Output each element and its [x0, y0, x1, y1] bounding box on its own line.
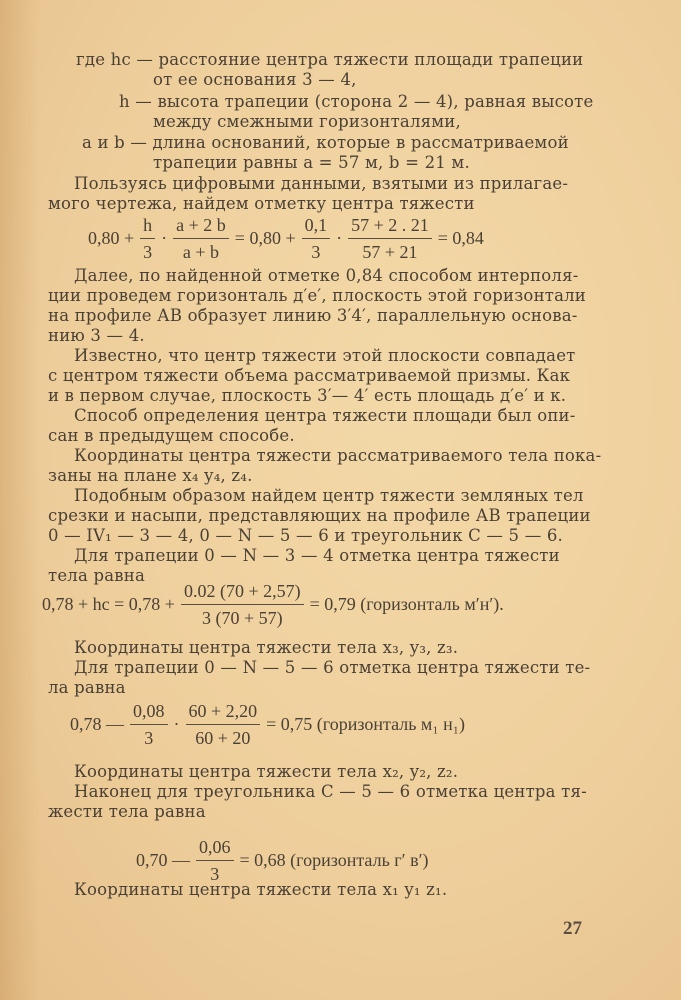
- formula-result: = 0,68 (горизонталь г′ в′): [239, 850, 429, 870]
- paragraph-line: заны на плане x₄ y₄, z₄.: [48, 466, 253, 485]
- page-number: 27: [563, 918, 582, 939]
- formula-text: ·: [336, 228, 343, 248]
- paragraph-line: 0 — IV₁ — 3 — 4, 0 — N — 5 — 6 и треугольник С — 5 — 6.: [48, 526, 563, 545]
- definition-hc: [76, 50, 583, 70]
- numerator: 0,1: [302, 214, 331, 239]
- paragraph-line: Подобным образом найдем центр тяжести земляных тел: [74, 486, 584, 505]
- formula-trapezoid-0N34: [42, 580, 504, 629]
- formula-text: 0,70 —: [136, 850, 190, 870]
- fraction: [196, 836, 234, 885]
- paragraph-line: срезки и насыпи, представляющих на профиле АВ трапеции: [48, 506, 591, 525]
- paragraph-line: Для трапеции 0 — N — 3 — 4 отметка центра тяжести: [74, 546, 560, 565]
- fraction: [186, 700, 261, 749]
- denominator: a + b: [182, 242, 220, 262]
- fraction: [348, 214, 432, 263]
- paragraph-line: тела равна: [48, 566, 145, 585]
- paragraph-line: Способ определения центра тяжести площади был опи-: [74, 406, 576, 425]
- page-edge-shadow: [0, 0, 40, 1000]
- definition-h-cont: между смежными горизонталями,: [153, 112, 461, 131]
- formula-text: ·: [173, 714, 180, 734]
- formula-trapezoid-0N56: [70, 700, 465, 749]
- paragraph-line: нию 3 — 4.: [48, 326, 145, 345]
- paragraph-line: Пользуясь цифровыми данными, взятыми из прилагае-: [74, 174, 569, 193]
- fraction: [140, 214, 155, 263]
- paragraph-line: мого чертежа, найдем отметку центра тяжести: [48, 194, 475, 213]
- numerator: 0.02 (70 + 2,57): [181, 580, 304, 605]
- numerator: a + 2 b: [173, 214, 229, 239]
- formula-result: = 0,84: [437, 228, 484, 248]
- fraction: [181, 580, 304, 629]
- formula-center-mark: [88, 214, 484, 263]
- fraction: [130, 700, 168, 749]
- paragraph-line: Известно, что центр тяжести этой плоскости совпадает: [74, 346, 576, 365]
- definition-text: длина оснований, которые в рассматриваемой: [152, 133, 569, 152]
- fraction: [173, 214, 229, 263]
- paragraph-line: Координаты центра тяжести тела x₂, y₂, z₂.: [74, 762, 459, 781]
- paragraph-line: Для трапеции 0 — N — 5 — 6 отметка центра тяжести те-: [74, 658, 591, 677]
- formula-text: ·: [161, 228, 168, 248]
- numerator: 60 + 2,20: [186, 700, 261, 725]
- paragraph-line: ции проведем горизонталь д′е′, плоскость этой горизонтали: [48, 286, 587, 305]
- denominator: 57 + 21: [362, 242, 418, 262]
- denominator: 3 (70 + 57): [201, 608, 283, 628]
- formula-result: = 0,79 (горизонталь м′н′).: [309, 594, 504, 614]
- term: h —: [119, 92, 152, 111]
- definition-text: расстояние центра тяжести площади трапеции: [158, 50, 584, 69]
- numerator: h: [140, 214, 155, 239]
- paragraph-line: Координаты центра тяжести тела x₃, y₃, z₃.: [74, 638, 459, 657]
- definition-ab-cont: трапеции равны a = 57 м, b = 21 м.: [153, 153, 470, 172]
- definition-hc-cont: от ее основания 3 — 4,: [153, 70, 357, 89]
- formula-text: = 0,80 +: [234, 228, 296, 248]
- fraction: [302, 214, 331, 263]
- definition-ab: [82, 133, 569, 153]
- numerator: 57 + 2 . 21: [348, 214, 432, 239]
- paragraph-line: Координаты центра тяжести рассматриваемого тела пока-: [74, 446, 602, 465]
- term: a и b —: [82, 133, 148, 152]
- formula-result: = 0,75 (горизонталь м₁ н₁): [266, 714, 465, 734]
- paragraph-line: с центром тяжести объема рассматриваемой призмы. Как: [48, 366, 571, 385]
- formula-text: 0,80 +: [88, 228, 135, 248]
- paragraph-line: Далее, по найденной отметке 0,84 способом интерполя-: [74, 266, 579, 285]
- definition-text: высота трапеции (сторона 2 — 4), равная высоте: [157, 92, 594, 111]
- denominator: 60 + 20: [195, 728, 251, 748]
- paragraph-line: Наконец для треугольника С — 5 — 6 отметка центра тя-: [74, 782, 587, 801]
- formula-text: 0,78 —: [70, 714, 124, 734]
- denominator: 3: [311, 242, 321, 262]
- term: где hc —: [76, 50, 154, 69]
- numerator: 0,06: [196, 836, 234, 861]
- paragraph-line: жести тела равна: [48, 802, 206, 821]
- paragraph-line: на профиле АВ образует линию 3′4′, параллельную основа-: [48, 306, 578, 325]
- definition-h: [119, 92, 593, 112]
- denominator: 3: [210, 864, 220, 884]
- numerator: 0,08: [130, 700, 168, 725]
- formula-text: 0,78 + hc = 0,78 +: [42, 594, 175, 614]
- paragraph-line: сан в предыдущем способе.: [48, 426, 295, 445]
- denominator: 3: [143, 242, 153, 262]
- denominator: 3: [144, 728, 154, 748]
- paragraph-line: Координаты центра тяжести тела x₁ y₁ z₁.: [74, 880, 448, 899]
- paragraph-line: ла равна: [48, 678, 126, 697]
- paragraph-line: и в первом случае, плоскость 3′— 4′ есть площадь д′е′ и к.: [48, 386, 567, 405]
- formula-triangle-C56: [136, 836, 429, 885]
